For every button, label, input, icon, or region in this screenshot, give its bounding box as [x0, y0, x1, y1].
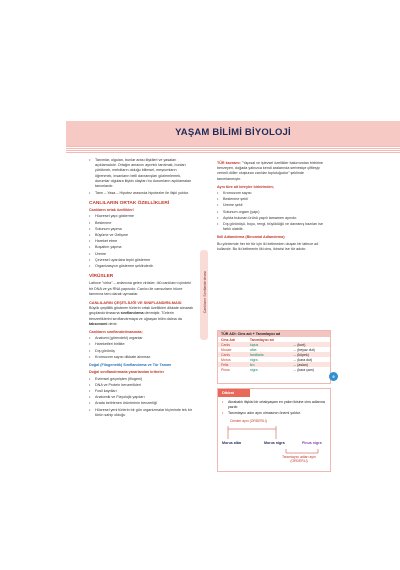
list-item: • Hücresel yeni türlerin bir gün organizmalar biçiminde tek bir türün sahip olduğu [89, 408, 193, 418]
table-header: Cins Adı [221, 337, 236, 342]
list-item: • Beslenme şekli [217, 197, 327, 202]
naming-table [218, 337, 330, 372]
species-epithet-label: Tanımlayıcı adları aynı (ORDERLİ) [282, 455, 316, 463]
list-item: • Dış görünüş [89, 349, 193, 354]
attention-list [222, 400, 326, 417]
species-name: Pinus nigra [302, 441, 322, 445]
table-row: Pinus nigra → (kara çam) [221, 367, 314, 372]
list-item: • Organizasyon gösterme şeklindedir. [89, 264, 193, 269]
side-chapter-label: Canlıların Sınıflandırılması [203, 270, 207, 314]
criteria-list [89, 336, 193, 360]
left-column [89, 158, 193, 421]
section-subheading: Aynı türe ait bireyler birbirinden; [217, 184, 275, 189]
list-item: • Tanımlayıcı adın aynı olmasının önemi yoktur. [222, 411, 326, 416]
species-name: Morus alba [222, 441, 241, 445]
list-item: • Kromozom sayısı [217, 191, 327, 196]
list-item: • Fosil kayıtları [89, 389, 193, 394]
table-row: Canis lupus → (kurt) [218, 342, 330, 347]
section-subheading: Canlıların ortak özellikleri [89, 208, 134, 213]
list-item: • Solunum organı (yapı) [217, 210, 327, 215]
list-item: • Üreme şekli [217, 203, 327, 208]
section-heading: CANLILARIN ORTAK ÖZELLİKLERİ [89, 201, 170, 207]
list-item: • Üreme [89, 252, 193, 257]
table-row: Felis leo → (aslan) [218, 362, 330, 367]
attention-box [217, 388, 331, 472]
page-title: YAŞAM BİLİMİ BİYOLOJİ [175, 127, 291, 138]
list-item: • Dış görünüşü, boyu, rengi, büyüklüğü ve davranış bazıları ise farklı olabilir. [217, 222, 327, 232]
natural-classification-list [89, 377, 193, 418]
list-item: • Büyüme ve Gelişme [89, 233, 193, 238]
list-item: • Tanrı – Yasa – Hipotez arasında hipotezler ile ilişki yoktur. [89, 191, 193, 196]
paragraph: Büyük çeşitlilik gösteren türlerin ortak özellikleri dikkate alınarak gruplandırılmasına sınıflandırma denmiştir. Türlerin benzerliklerini sınıflandırmaya ve uğraşan bilim dalına da taksonomi denir. [89, 306, 193, 326]
list-item: • Anatomik ve Fizyolojik yapıları [89, 395, 193, 400]
page-number: 9 [329, 372, 338, 381]
right-column [217, 161, 327, 255]
table-row: Mouse alba → (beyaz dut) [221, 347, 315, 352]
paragraph: Latince "virha" – anlamına gelen virüsler, ölü canlıların içindeki bir DNA ve ya RNA yapısıdır. Canlıcı ile cansızların hücre tanımına tam olarak uymazlar. [89, 281, 191, 296]
list-item: • Anatomi (görevdeki) organlar [89, 336, 193, 341]
naming-diagram [218, 419, 330, 469]
species-name: Morus nigra [264, 441, 285, 445]
list-item: • Evrimsel geçmişten (filogeni) [89, 377, 193, 382]
section-heading: CANLILARIN ÇEŞİTLİLİĞİ VE SINIFLANDIRILMASI [89, 300, 182, 306]
table-row: Canis familiaris → (köpek) [218, 352, 330, 357]
list-item: • Arada belirlenen ürünlerinin benzerliği [89, 401, 193, 406]
common-traits-list [89, 214, 193, 269]
list-item: • Solunum yapma [89, 227, 193, 232]
list-item: • Boşaltım yapma [89, 245, 193, 250]
list-item: • Beslenme [89, 221, 193, 226]
table-header: Tanımlayıcı ad [249, 337, 274, 342]
table-title: TÜR ADI: Cins adı + Tanımlayıcı ad [218, 331, 330, 337]
section-subheading: Doğal sınıflandırmada yararlanılan kriterler [89, 370, 165, 375]
species-traits-list [217, 191, 327, 232]
header-stripes [66, 146, 400, 154]
list-item: • Çevresel uyarılara tepki gösterme [89, 258, 193, 263]
paragraph: TÜR kavramı: "Yapısal ve işlevsel özellikler bakımından birbirine benzeyen, doğada yalnızca kendi aralarında serbestçe çiftleşip verimli döller oluşturan canlılar topluluğudur" şeklinde tanımlanmıştır. [217, 161, 323, 181]
side-chapter-tab [200, 250, 208, 340]
list-item: • Hücresel yapı gösterme [89, 214, 193, 219]
list-item: • Akrabalık ilişkisi bir ortakyaşam en yakın ikisine cins adlarına yazılır. [222, 400, 326, 410]
section-subheading: Canlıların sınıflandırılmasında; [89, 330, 143, 335]
section-heading: Doğal (Filogenetik) Sınıflandırma ve Tür Tanımı [89, 363, 172, 368]
list-item: • Kromozom sayısı dikkate alınmaz. [89, 355, 193, 360]
table-row: Morus nigra → (kara dut) [221, 357, 313, 362]
list-item: • Hareketleri birlikte [89, 342, 193, 347]
naming-table-box [217, 330, 331, 384]
list-item: • Tanımlar, olguları, bunlar arası ilişkileri ve yasaları açıklamalıdır. Ortağın amacını ayrıntılı tanıtmak, bunları yürütmek, metotların olduğu bilimsel, meşrumların öğrenmek, insanların belli davranışları gözlemlemek, durumlar olgulara ilişkin olayları bu durumların açıklamaları tanımlardır. [89, 158, 193, 189]
intro-list [89, 158, 193, 196]
section-heading: İkili Adlandırma (Binomial Adlandırma) [217, 235, 285, 240]
list-item: • Hareket etme [89, 239, 193, 244]
attention-title: Dikkat [218, 389, 250, 397]
paragraph: Bu yöntemde her bir tür için iki kelimeden oluşan bir latince ad kullanılır. Bu iki kelimenin ilki cins, ikincisi ise tür adıdır. [217, 241, 319, 251]
list-item: • Açıkta bulunan ürünü yapılı tamamen aynıdır. [217, 216, 327, 221]
genus-label: Cinsleri aynı (ORDERLİ) [230, 419, 267, 423]
list-item: • DNA ve Protein benzerlikleri [89, 383, 193, 388]
section-heading: VİRÜSLER [89, 274, 114, 280]
term-label: TÜR kavramı: [217, 161, 241, 165]
